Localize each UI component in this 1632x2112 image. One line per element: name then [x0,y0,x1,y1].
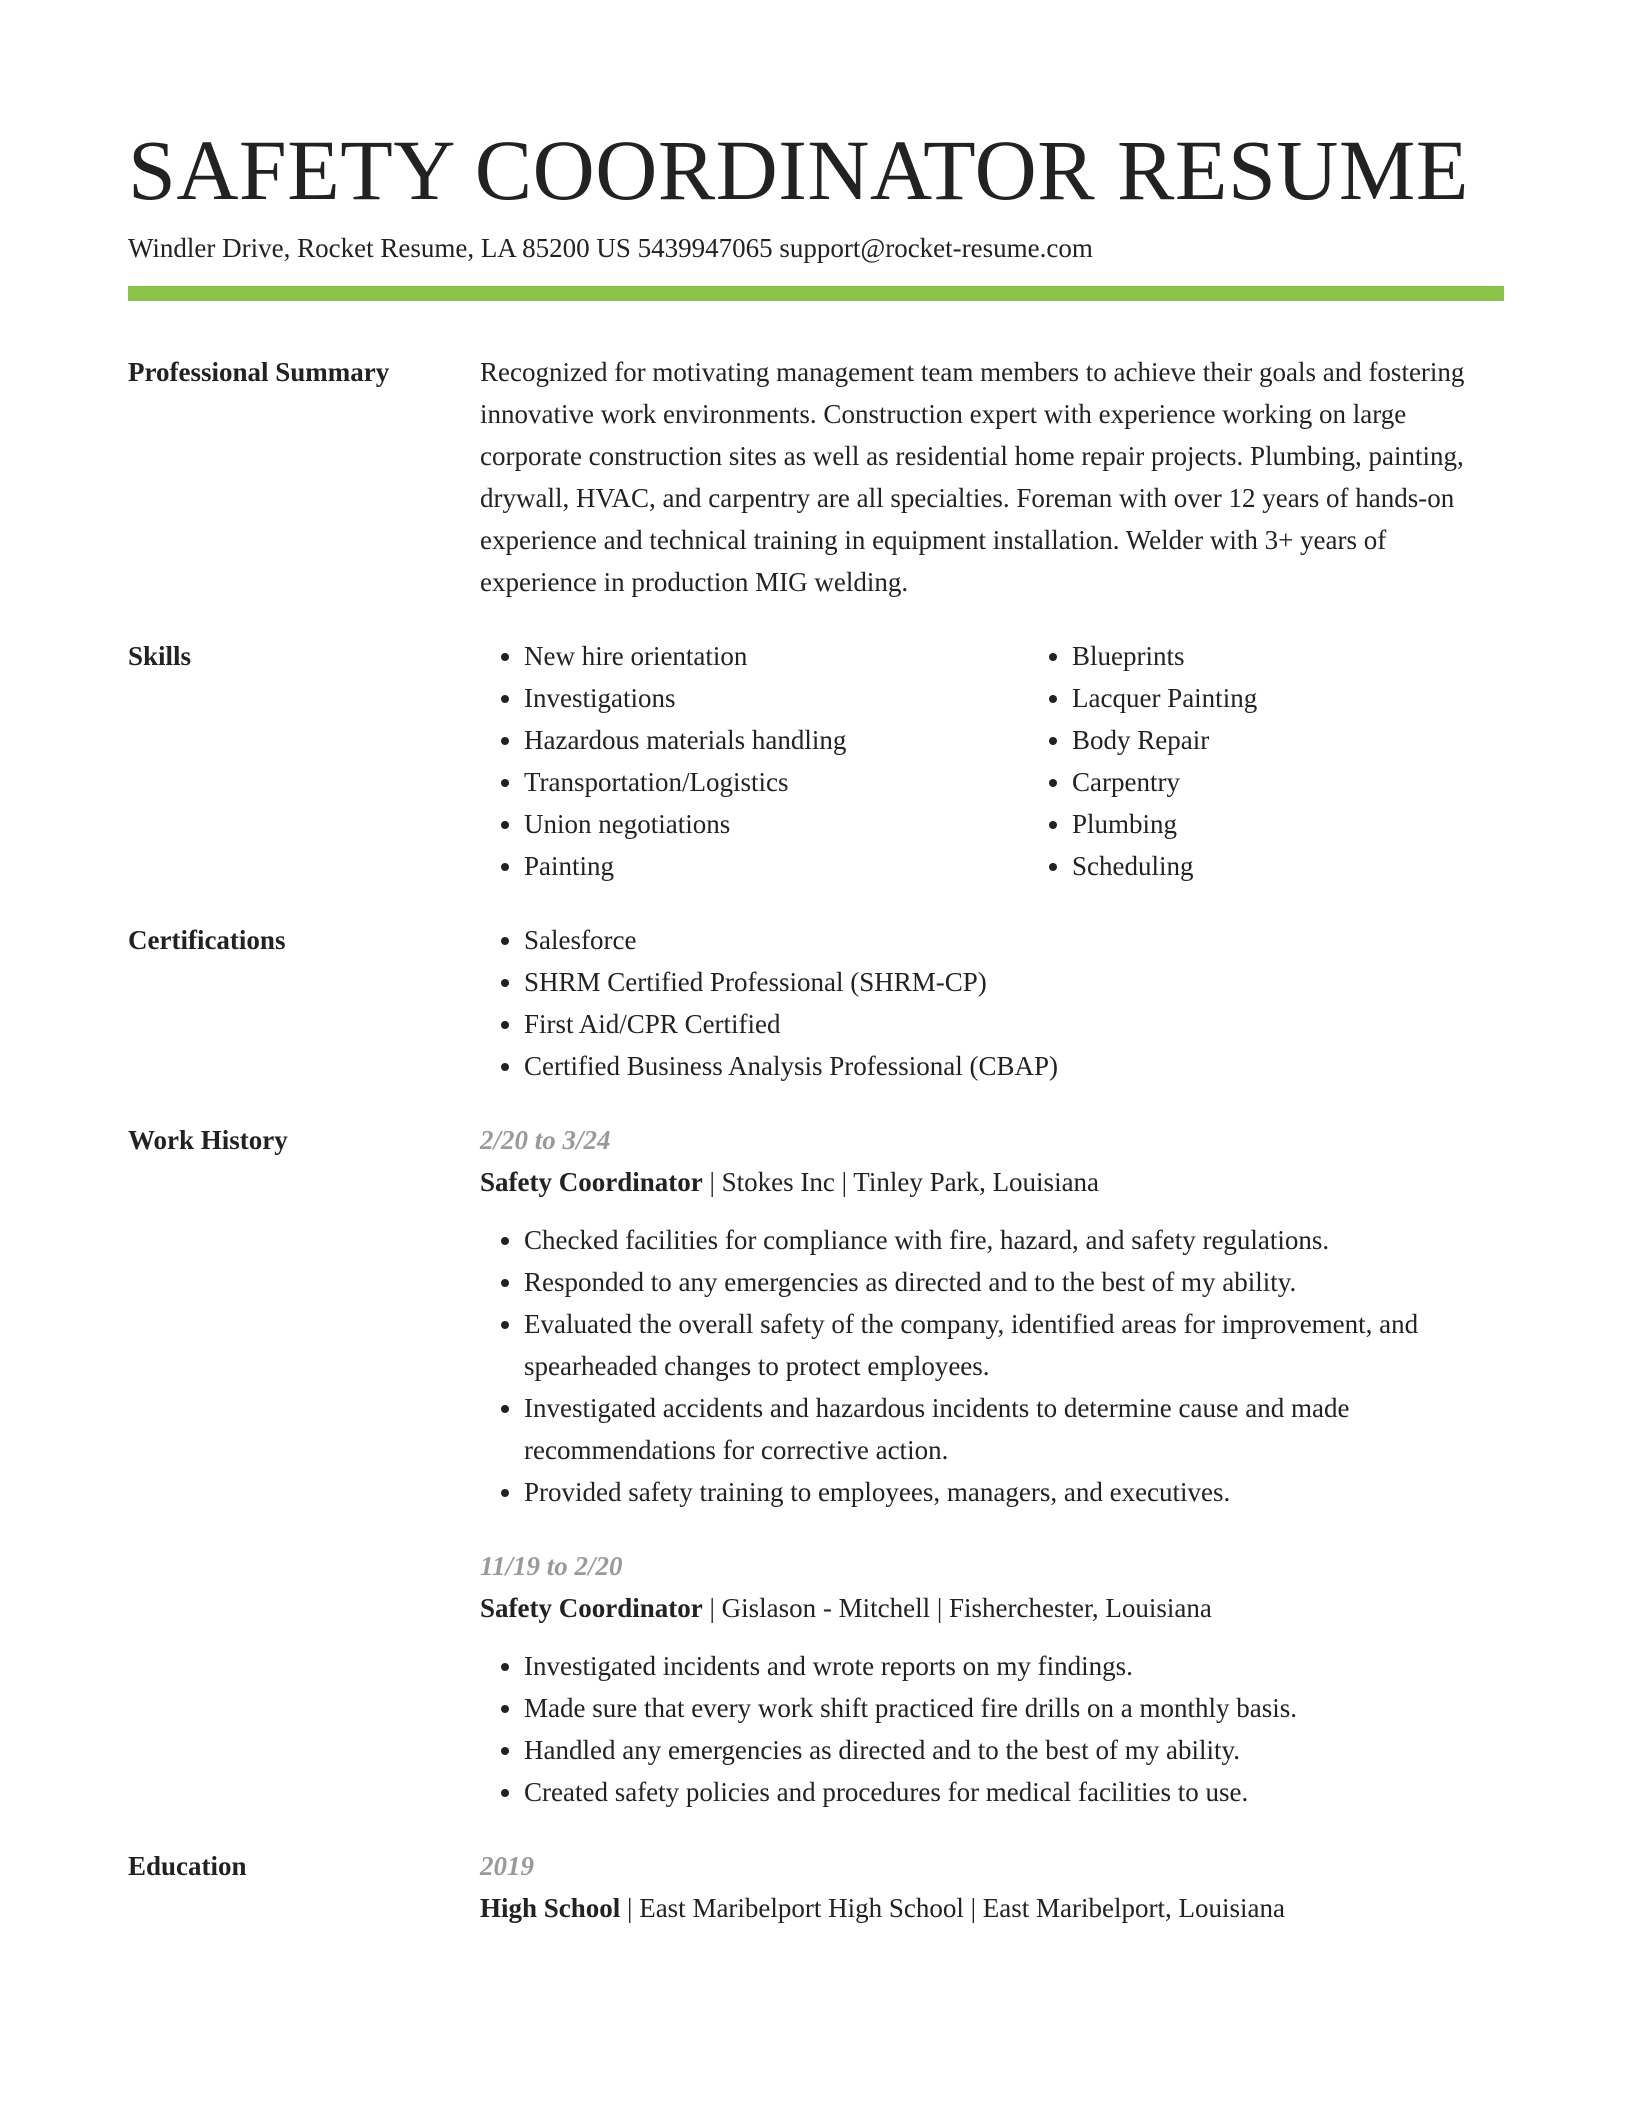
education-heading [480,1887,1504,1929]
certifications-list [480,919,1504,1087]
job-bullet: • Investigated accidents and hazardous incidents to determine cause and made recommendations for corrective action. [524,1387,1504,1471]
summary-text: Recognized for motivating management team members to achieve their goals and fostering innovative work environments. Construction expert with experience working on large corporate construction sites as well as residential home repair projects. Plumbing, painting, drywall, HVAC, and carpentry are all specialties. Foreman with over 12 years of hands-on experience and technical training in equipment installation. Welder with 3+ years of experience in production MIG welding. [480,357,1465,597]
skill-item: • Plumbing [1072,803,1576,845]
job-bullet: • Handled any emergencies as directed and to the best of my ability. [524,1729,1504,1771]
certifications-section [128,919,1504,1087]
job-details: | Stokes Inc | Tinley Park, Louisiana [702,1167,1100,1197]
job-title: Safety Coordinator [480,1167,703,1197]
job-heading [480,1161,1504,1203]
resume-title: SAFETY COORDINATOR RESUME [128,122,1469,218]
summary-section [128,351,1504,603]
skill-item: • Carpentry [1072,761,1576,803]
certifications-label: Certifications [128,925,286,955]
skill-item: • Lacquer Painting [1072,677,1576,719]
education-details: | East Maribelport High School | East Maribelport, Louisiana [620,1893,1285,1923]
education-section [128,1845,1504,1929]
job-date: 11/19 to 2/20 [480,1551,623,1581]
contact-line: Windler Drive, Rocket Resume, LA 85200 US 5439947065 support@rocket-resume.com [128,233,1093,263]
skill-item: • Scheduling [1072,845,1576,887]
job-bullets [480,1219,1504,1513]
skill-item: • New hire orientation [524,635,1028,677]
skill-item: • Body Repair [1072,719,1576,761]
skills-list-left [480,635,1028,887]
summary-label: Professional Summary [128,357,390,387]
education-date: 2019 [480,1851,534,1881]
skill-item: • Hazardous materials handling [524,719,1028,761]
job-bullet: • Investigated incidents and wrote reports on my findings. [524,1645,1504,1687]
certifications-body [480,919,1504,1087]
job-bullet: • Provided safety training to employees, managers, and executives. [524,1471,1504,1513]
job-heading [480,1587,1504,1629]
job-details: | Gislason - Mitchell | Fisherchester, Louisiana [702,1593,1212,1623]
job-bullet: • Made sure that every work shift practiced fire drills on a monthly basis. [524,1687,1504,1729]
job-bullets [480,1645,1504,1813]
skill-item: • Investigations [524,677,1028,719]
skill-item: • Transportation/Logistics [524,761,1028,803]
certification-item: • SHRM Certified Professional (SHRM-CP) [524,961,1504,1003]
accent-divider [128,286,1504,301]
skill-item: • Painting [524,845,1028,887]
job-date: 2/20 to 3/24 [480,1125,611,1155]
education-body [480,1845,1504,1929]
skills-list-right [1028,635,1576,887]
skills-label: Skills [128,641,192,671]
work-history-body [480,1119,1504,1813]
skills-section [128,635,1504,887]
certification-item: • Certified Business Analysis Professional (CBAP) [524,1045,1504,1087]
education-label: Education [128,1851,247,1881]
work-history-label: Work History [128,1125,288,1155]
job-bullet: • Evaluated the overall safety of the company, identified areas for improvement, and spearheaded changes to protect employees. [524,1303,1504,1387]
job-bullet: • Checked facilities for compliance with fire, hazard, and safety regulations. [524,1219,1504,1261]
job-entry [480,1119,1504,1513]
education-degree: High School [480,1893,621,1923]
certification-item: • First Aid/CPR Certified [524,1003,1504,1045]
skill-item: • Union negotiations [524,803,1028,845]
skill-item: • Blueprints [1072,635,1576,677]
skills-columns [480,635,1576,887]
job-title: Safety Coordinator [480,1593,703,1623]
certification-item: • Salesforce [524,919,1504,961]
job-bullet: • Responded to any emergencies as directed and to the best of my ability. [524,1261,1504,1303]
resume-page [128,120,1504,1929]
job-bullet: • Created safety policies and procedures for medical facilities to use. [524,1771,1504,1813]
work-history-section [128,1119,1504,1813]
job-entry [480,1545,1504,1813]
